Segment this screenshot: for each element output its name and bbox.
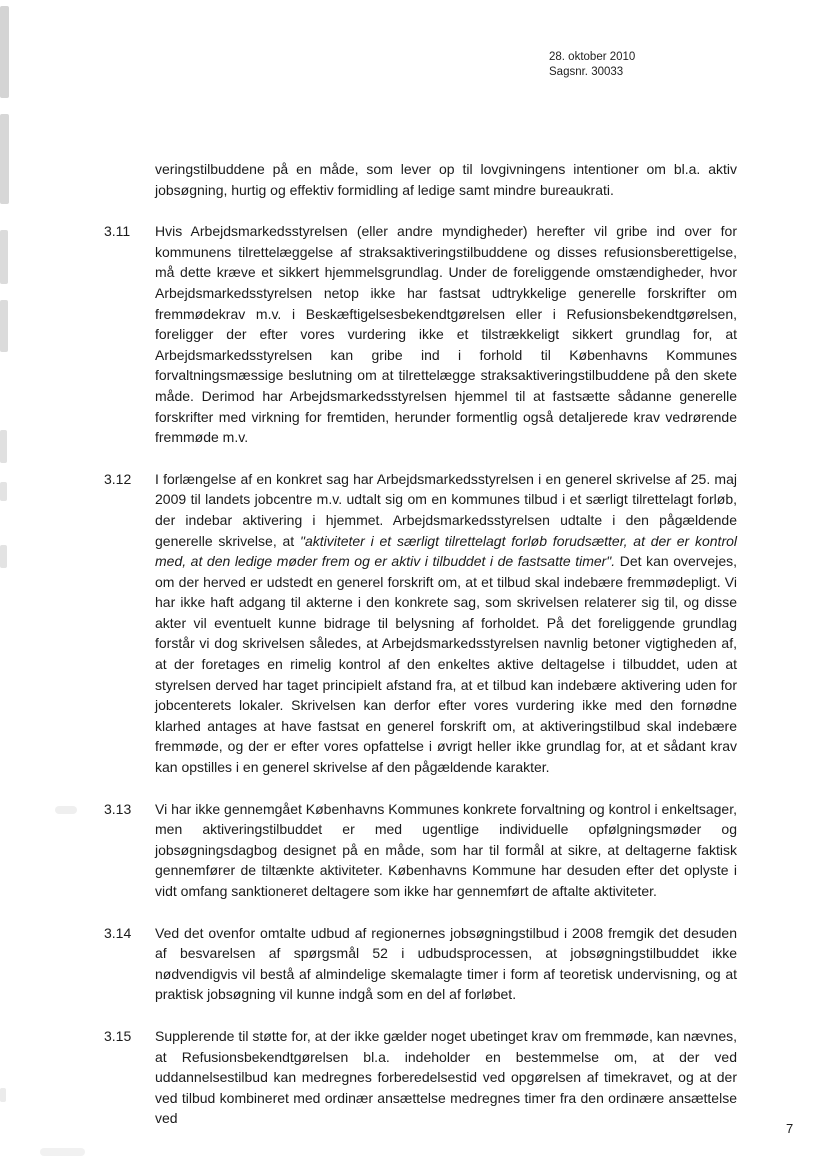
paragraph-3-13 (104, 799, 737, 902)
paragraph-text: Supplerende til støtte for, at der ikke gælder noget ubetinget krav om fremmøde, kan nævnes, at Refusionsbekendtgørelsen bl.a. indeholder en bestemmelse om, at der ved uddannelsestilbud kan medregnes forberedelsestid ved opgørelsen af timekravet, og at der ved tilbud kombineret med ordinær ansættelse medregnes timer fra den ordinære ansættelse ved (155, 1027, 737, 1127)
scan-artifact (0, 6, 9, 98)
paragraph-text: Vi har ikke gennemgået Københavns Kommunes konkrete forvaltning og kontrol i enkeltsager, men aktiveringstilbuddet er med ugentlige individuelle opfølgningsmøder og jobsøgningsdagbog designet på en måde, som har til formål at sikre, at deltagerne faktisk gennemfører de tiltænkte aktiviteter. Københavns Kommune har desuden efter det oplyste i vidt omfang sanktioneret deltagere som ikke har gennemført de aftalte aktiviteter. (155, 800, 737, 899)
paragraph-3-15 (104, 1026, 737, 1129)
paragraph-text (155, 469, 737, 778)
scan-artifact (0, 114, 9, 204)
paragraph-3-14 (104, 923, 737, 1005)
scan-artifact (0, 482, 7, 501)
scan-artifact (0, 430, 7, 463)
document-header (549, 50, 635, 79)
scan-artifact (0, 300, 8, 352)
paragraph-3-12 (104, 469, 737, 778)
paragraph-text: Hvis Arbejdsmarkedsstyrelsen (eller andre myndigheder) herefter vil gribe ind over for kommunens tilrettelæggelse af straksaktiveringstilbuddene og disses refusionsberettigelse, må dette kræve et sikkert hjemmelsgrundlag. Under de foreliggende omstændigheder, hvor Arbejdsmarkedsstyrelsen netop ikke har fastsat udtrykkelige generelle forskrifter om fremmødekrav m.v. i Beskæftigelsesbekendtgørelsen eller i Refusionsbekendtgørelsen, foreligger der efter vores vurdering ikke et tilstrækkeligt sikkert grundlag for, at Arbejdsmarkedsstyrelsen kan gribe ind i forhold til Københavns Kommunes forvaltningsmæssige beslutning om at tilrettelægge straksaktiveringstilbuddene på den skete måde. Derimod har Arbejdsmarkedsstyrelsen hjemmel til at fastsætte sådanne generelle forskrifter med virkning for fremtiden, herunder formentlig også detaljerede krav vedrørende fremmøde m.v. (155, 223, 737, 446)
document-body (104, 159, 737, 1150)
scan-artifact (55, 806, 77, 814)
paragraph-text: Ved det ovenfor omtalte udbud af regionernes jobsøgningstilbud i 2008 fremgik det desuden af besvarelsen af spørgsmål 52 i udbudsprocessen, at jobsøgningstilbuddet ikke nødvendigvis vil bestå af almindelige skemalagte timer i form af teoretisk undervisning, og at praktisk jobsøgning vil kunne indgå som en del af forløbet. (155, 924, 737, 1003)
paragraph-3-11 (104, 221, 737, 448)
paragraph-number: 3.11 (104, 223, 131, 240)
quoted-passage: "aktiviteter i et særligt tilrettelagt forløb forudsætter, at der er kontrol med, at den ledige møder frem og er aktiv i tilbuddet i de fastsatte timer". (155, 532, 737, 570)
paragraph-continuation: veringstilbuddene på en måde, som lever op til lovgivningens intentioner om bl.a. aktiv jobsøgning, hurtig og effektiv formidling af ledige samt mindre bureaukrati. (155, 161, 737, 198)
page-number: 7 (786, 1121, 794, 1136)
scan-artifact (0, 230, 8, 284)
case-number: Sagsnr. 30033 (549, 65, 624, 78)
paragraph-number: 3.15 (104, 1027, 132, 1044)
paragraph-text-roman: I forlængelse af en konkret sag har Arbejdsmarkedsstyrelsen i en generel skrivelse af 25. maj 2009 til landets jobcentre m.v. udtalt sig om en kommunes tilbud i et særligt tilrettelagt forløb, der indebar aktivering i hjemmet. Arbejdsmarkedsstyrelsen udtalte i den pågældende generelle skrivelse, at (155, 470, 737, 549)
scan-artifact (40, 1148, 85, 1156)
paragraph-number: 3.14 (104, 924, 132, 941)
paragraph-text-roman: Det kan overvejes, om der herved er udstedt en generel forskrift om, at et tilbud skal indebære fremmødepligt. Vi har ikke haft adgang til akterne i den konkrete sag, som skrivelsen relaterer sig til, og disse akter vil eventuelt kunne bidrage til belysning af forholdet. På det foreliggende grundlag forstår vi dog skrivelsen således, at Arbejdsmarkedsstyrelsen navnlig betoner vigtigheden af, at der foretages en rimelig kontrol af den enkeltes aktive deltagelse i tilbuddet, uden at styrelsen derved har taget principielt afstand fra, at et tilbud kan indebære aktivering uden for jobcenterets lokaler. Skrivelsen kan derfor efter vores vurdering ikke med den fornødne klarhed antages at have fastsat en generel forskrift om, at aktiveringstilbud skal indebære fremmøde, og der er efter vores opfattelse i øvrigt heller ikke grundlag for, at et sådant krav kan opstilles i en generel skrivelse af den pågældende karakter. (155, 553, 738, 776)
document-date: 28. oktober 2010 (549, 51, 636, 63)
paragraph-number: 3.12 (104, 470, 132, 487)
scan-artifact (0, 1088, 6, 1102)
paragraph-number: 3.13 (104, 800, 132, 817)
scan-artifact (0, 545, 7, 568)
